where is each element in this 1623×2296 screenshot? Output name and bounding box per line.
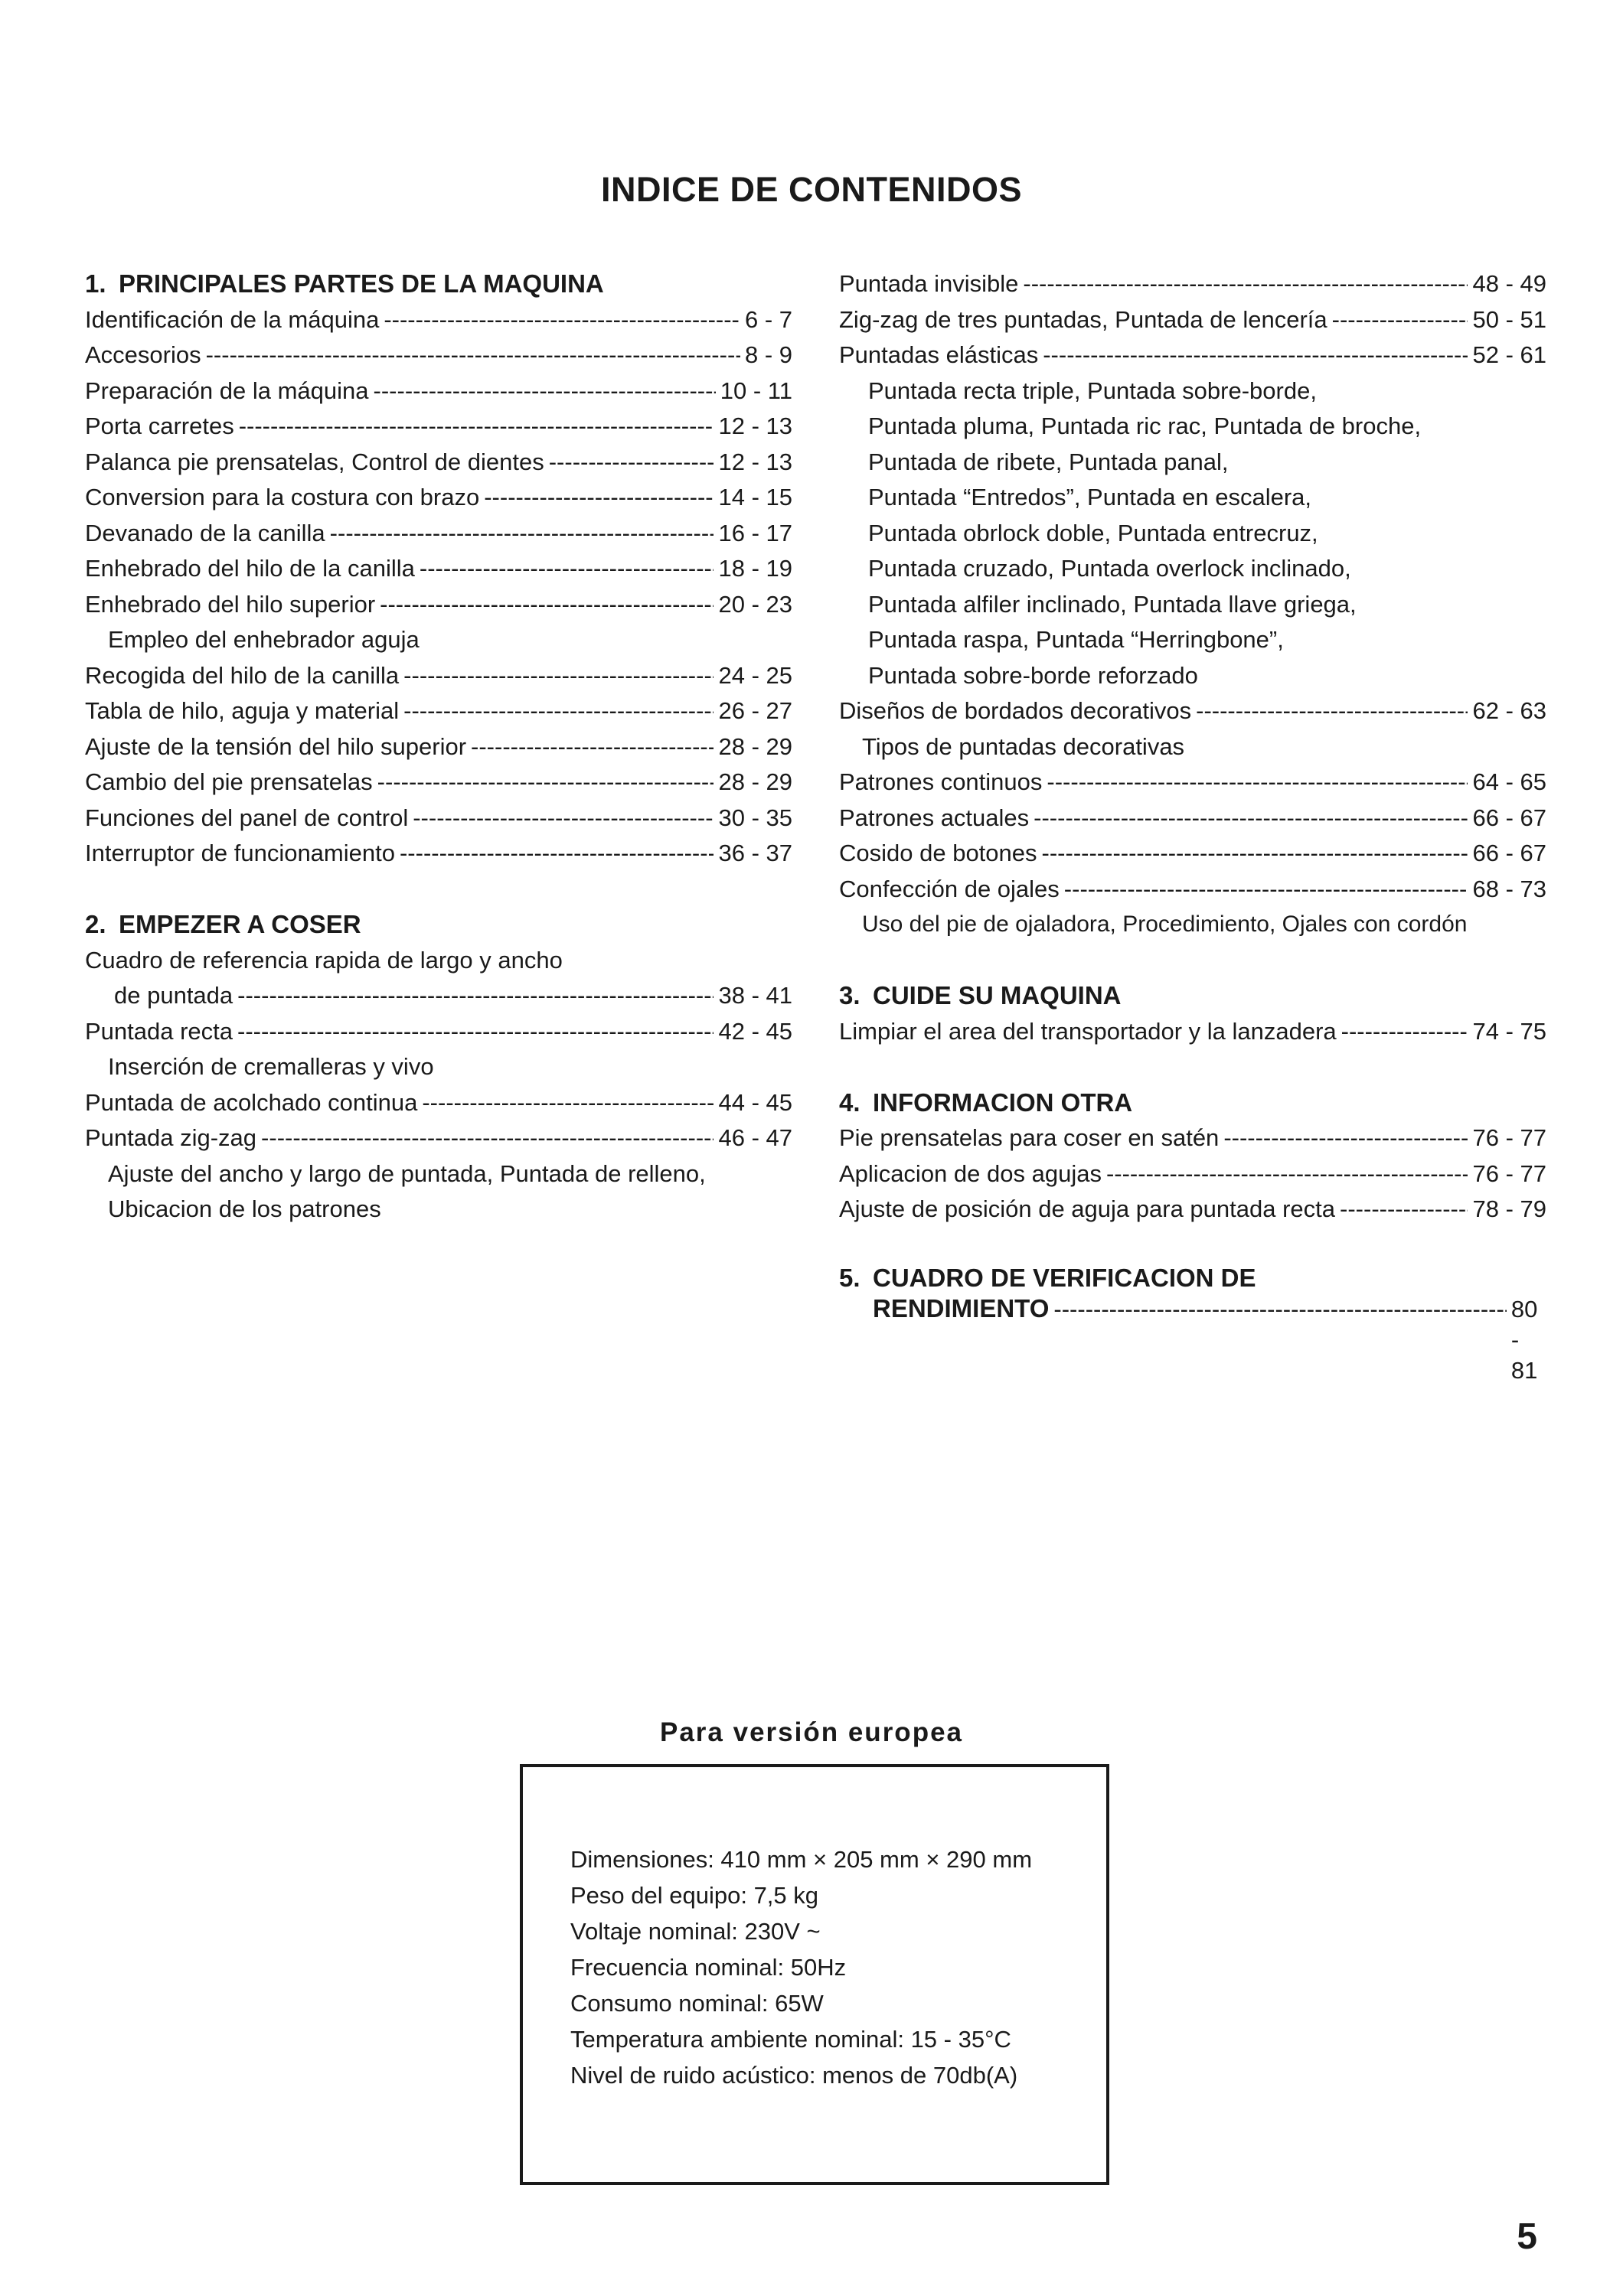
- toc-entry: Limpiar el area del transportador y la lanzadera ----- 74 - 75: [839, 1014, 1546, 1050]
- toc-entry: Conversion para la costura con brazo ----- 14 - 15: [85, 480, 792, 516]
- section-title: EMPEZER A COSER: [119, 910, 361, 938]
- toc-entry: Interruptor de funcionamiento ----- 36 - 37: [85, 836, 792, 872]
- toc-entry: Palanca pie prensatelas, Control de dientes ----- 12 - 13: [85, 445, 792, 481]
- toc-entry: Accesorios ----- 8 - 9: [85, 338, 792, 373]
- toc-entry: Cosido de botones ----- 66 - 67: [839, 836, 1546, 872]
- toc-subentry: Ajuste del ancho y largo de puntada, Puntada de relleno,: [108, 1159, 706, 1187]
- toc-subentry: Puntada alfiler inclinado, Puntada llave griega,: [868, 590, 1357, 618]
- spec-line: Voltaje nominal: 230V ~: [570, 1918, 821, 1945]
- toc-entry: Patrones continuos ----- 64 - 65: [839, 765, 1546, 801]
- toc-entry: Puntada recta ----- 42 - 45: [85, 1014, 792, 1050]
- euro-spec-list: [570, 1841, 1032, 2093]
- toc-subentry: Puntada pluma, Puntada ric rac, Puntada de broche,: [868, 413, 1422, 439]
- section-pages: 80 - 81: [1510, 1296, 1538, 1384]
- section-title: INFORMACION OTRA: [873, 1088, 1133, 1117]
- section-title: CUADRO DE VERIFICACION DE: [873, 1264, 1256, 1292]
- section-number: 2.: [85, 910, 106, 938]
- toc-entry: Identificación de la máquina ----- 6 - 7: [85, 302, 792, 338]
- toc-right-column: [839, 266, 1546, 1386]
- spec-line: Dimensiones: 410 mm × 205 mm × 290 mm: [570, 1846, 1033, 1873]
- toc-entry: Diseños de bordados decorativos ----- 62 - 63: [839, 693, 1546, 729]
- section-heading-1: [85, 266, 792, 302]
- toc-entry: Aplicacion de dos agujas ----- 76 - 77: [839, 1156, 1546, 1192]
- euro-box-title: Para versión europea: [660, 1717, 963, 1747]
- toc-subentry: Puntada de ribete, Puntada panal,: [868, 448, 1229, 475]
- spec-line: Nivel de ruido acústico: menos de 70db(A): [570, 2062, 1018, 2089]
- toc-subentry: Puntada sobre-borde reforzado: [868, 661, 1198, 689]
- toc-entry: Porta carretes ----- 12 - 13: [85, 409, 792, 445]
- section-heading-2: [85, 907, 792, 943]
- toc-entry: Recogida del hilo de la canilla ----- 24 - 25: [85, 658, 792, 694]
- toc-entry: Patrones actuales ----- 66 - 67: [839, 801, 1546, 837]
- spec-line: Frecuencia nominal: 50Hz: [570, 1954, 847, 1981]
- toc-entry: de puntada ----- 38 - 41: [85, 978, 792, 1014]
- toc-subentry: Inserción de cremalleras y vivo: [108, 1053, 434, 1080]
- toc-entry: Puntada zig-zag ----- 46 - 47: [85, 1120, 792, 1156]
- page-number: 5: [1517, 2216, 1537, 2257]
- toc-entry: Ajuste de posición de aguja para puntada recta ----- 78 - 79: [839, 1192, 1546, 1228]
- toc-entry: Puntada invisible ----- 48 - 49: [839, 266, 1546, 302]
- toc-entry: Tabla de hilo, aguja y material ----- 26 - 27: [85, 693, 792, 729]
- section-number: 1.: [85, 269, 106, 298]
- toc-subentry: Empleo del enhebrador aguja: [108, 626, 420, 653]
- section-number: 3.: [839, 981, 860, 1009]
- toc-subentry: Puntada “Entredos”, Puntada en escalera,: [868, 484, 1312, 510]
- toc-left-column: [85, 266, 792, 1228]
- toc-subentry: Uso del pie de ojaladora, Procedimiento, Ojales con cordón: [862, 912, 1468, 937]
- section-heading-5: [839, 1263, 1546, 1386]
- toc-entry: Zig-zag de tres puntadas, Puntada de lencería ----- 50 - 51: [839, 302, 1546, 338]
- section-heading-3: [839, 978, 1546, 1014]
- section-title-line2: RENDIMIENTO: [873, 1294, 1050, 1322]
- toc-entry: Puntadas elásticas ----- 52 - 61: [839, 338, 1546, 373]
- toc-subentry: Puntada recta triple, Puntada sobre-borde,: [868, 377, 1317, 404]
- section-number: 4.: [839, 1088, 860, 1117]
- page-title: INDICE DE CONTENIDOS: [600, 170, 1023, 209]
- toc-entry: Enhebrado del hilo superior ----- 20 - 23: [85, 587, 792, 623]
- section-title: PRINCIPALES PARTES DE LA MAQUINA: [119, 269, 604, 298]
- toc-entry: Devanado de la canilla ----- 16 - 17: [85, 516, 792, 552]
- toc-entry: Cambio del pie prensatelas ----- 28 - 29: [85, 765, 792, 801]
- toc-entry: Pie prensatelas para coser en satén ----- 76 - 77: [839, 1120, 1546, 1156]
- toc-entry: Funciones del panel de control ----- 30 - 35: [85, 801, 792, 837]
- toc-entry: Ajuste de la tensión del hilo superior ----- 28 - 29: [85, 729, 792, 765]
- toc-entry: Confección de ojales ----- 68 - 73: [839, 872, 1546, 908]
- section-heading-4: [839, 1085, 1546, 1121]
- toc-subentry: Puntada obrlock doble, Puntada entrecruz,: [868, 519, 1318, 546]
- spec-line: Consumo nominal: 65W: [570, 1990, 824, 2017]
- toc-entry: Puntada de acolchado continua ----- 44 - 45: [85, 1085, 792, 1121]
- toc-entry: Preparación de la máquina ----- 10 - 11: [85, 373, 792, 409]
- spec-line: Temperatura ambiente nominal: 15 - 35°C: [570, 2026, 1011, 2053]
- toc-entry: Enhebrado del hilo de la canilla ----- 18 - 19: [85, 551, 792, 587]
- spec-line: Peso del equipo: 7,5 kg: [570, 1882, 819, 1909]
- section-title: CUIDE SU MAQUINA: [873, 981, 1122, 1009]
- toc-subentry: Puntada cruzado, Puntada overlock inclinado,: [868, 555, 1351, 582]
- section-number: 5.: [839, 1264, 860, 1292]
- toc-entry-text: Cuadro de referencia rapida de largo y ancho: [85, 946, 563, 974]
- toc-subentry: Tipos de puntadas decorativas: [862, 732, 1185, 760]
- toc-subentry: Puntada raspa, Puntada “Herringbone”,: [868, 626, 1284, 653]
- toc-subentry: Ubicacion de los patrones: [108, 1195, 381, 1222]
